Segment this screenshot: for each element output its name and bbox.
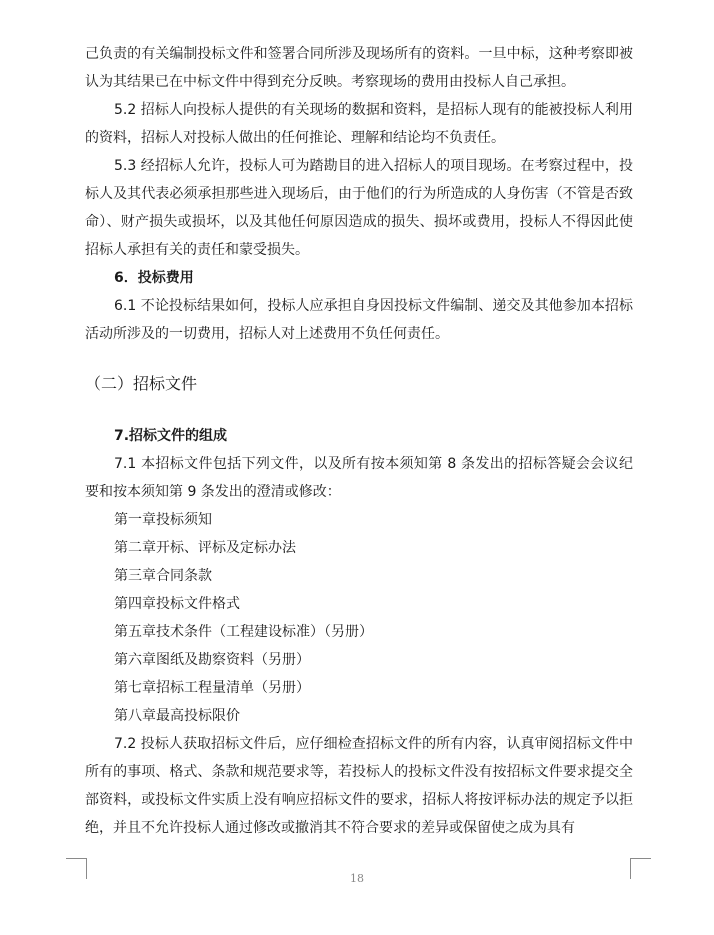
page-number: 18 <box>350 872 364 885</box>
heading-bid-costs: 6．投标费用 <box>114 270 194 286</box>
paragraph-5-2: 5.2 招标人向投标人提供的有关现场的数据和资料，是招标人现有的能被投标人利用的资料，招标人对投标人做出的任何推论、理解和结论均不负责任。 <box>85 102 633 146</box>
section-title-tender-documents: （二）招标文件 <box>85 374 198 393</box>
chapter-list <box>85 506 633 730</box>
heading-document-composition: 7.招标文件的组成 <box>114 428 228 444</box>
chapter-item: 第二章开标、评标及定标办法 <box>114 540 296 556</box>
paragraph-continuation: 己负责的有关编制投标文件和签署合同所涉及现场所有的资料。一旦中标，这种考察即被认为其结果已在中标文件中得到充分反映。考察现场的费用由投标人自己承担。 <box>85 46 633 90</box>
chapter-item: 第一章投标须知 <box>114 512 212 528</box>
paragraph-7-2: 7.2 投标人获取招标文件后，应仔细检查招标文件的所有内容，认真审阅招标文件中所有的事项、格式、条款和规范要求等，若投标人的投标文件没有按招标文件要求提交全部资料，或投标文件实质上没有响应招标文件的要求，招标人将按评标办法的规定予以拒绝，并且不允许投标人通过修改或撤消其不符合要求的差异或保留使之成为具有 <box>85 736 633 836</box>
paragraph-6-1: 6.1 不论投标结果如何，投标人应承担自身因投标文件编制、递交及其他参加本招标活动所涉及的一切费用，招标人对上述费用不负任何责任。 <box>85 298 633 342</box>
chapter-item: 第三章合同条款 <box>114 568 212 584</box>
page-body <box>85 40 633 842</box>
chapter-item: 第八章最高投标限价 <box>114 708 240 724</box>
spacer <box>85 398 633 422</box>
paragraph-5-3: 5.3 经招标人允许，投标人可为踏勘目的进入招标人的项目现场。在考察过程中，投标人及其代表必须承担那些进入现场后，由于他们的行为所造成的人身伤害（不管是否致命）、财产损失或损坏，以及其他任何原因造成的损失、损坏或费用，投标人不得因此使招标人承担有关的责任和蒙受损失。 <box>85 158 633 258</box>
chapter-item: 第七章招标工程量清单（另册） <box>114 680 310 696</box>
chapter-item: 第五章技术条件（工程建设标准）（另册） <box>114 624 373 640</box>
spacer <box>85 348 633 370</box>
chapter-item: 第四章投标文件格式 <box>114 596 240 612</box>
chapter-item: 第六章图纸及勘察资料（另册） <box>114 652 310 668</box>
paragraph-7-1: 7.1 本招标文件包括下列文件，以及所有按本须知第 8 条发出的招标答疑会会议纪要和按本须知第 9 条发出的澄清或修改： <box>85 456 633 500</box>
